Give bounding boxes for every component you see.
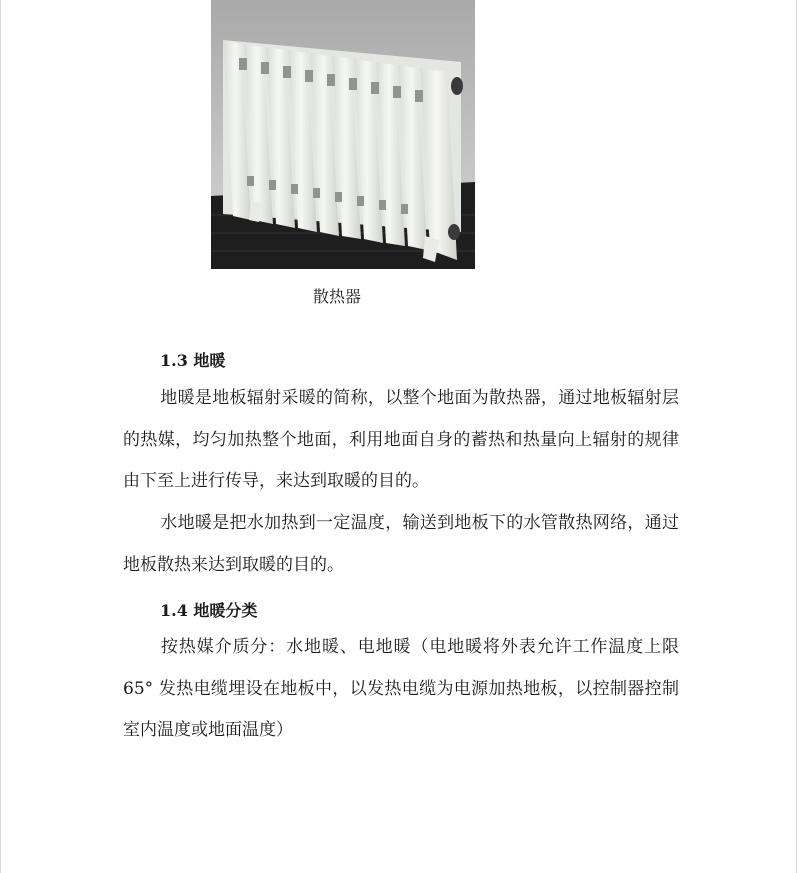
page-edge-left <box>0 0 1 873</box>
paragraph-floor-heating-definition <box>123 378 679 503</box>
paragraph-text: 按热媒介质分：水地暖、电地暖（电地暖将外表允许工作温度上限 65° 发热电缆埋设在地板中，以发热电缆为电源加热地板，以控制器控制室内温度或地面温度） <box>123 637 679 740</box>
paragraph-classification <box>123 627 679 752</box>
section-heading-1-3: 1.3 地暖 <box>160 351 226 370</box>
paragraph-text: 水地暖是把水加热到一定温度，输送到地板下的水管散热网络，通过地板散热来达到取暖的目的。 <box>123 513 679 575</box>
radiator-photo <box>211 0 475 269</box>
figure-caption: 散热器 <box>312 287 361 306</box>
paragraph-text: 地暖是地板辐射采暖的简称，以整个地面为散热器，通过地板辐射层的热媒，均匀加热整个地面，利用地面自身的蓄热和热量向上辐射的规律由下至上进行传导，来达到取暖的目的。 <box>123 388 679 491</box>
paragraph-water-floor-heating <box>123 503 679 586</box>
section-heading-1-4: 1.4 地暖分类 <box>160 601 258 620</box>
